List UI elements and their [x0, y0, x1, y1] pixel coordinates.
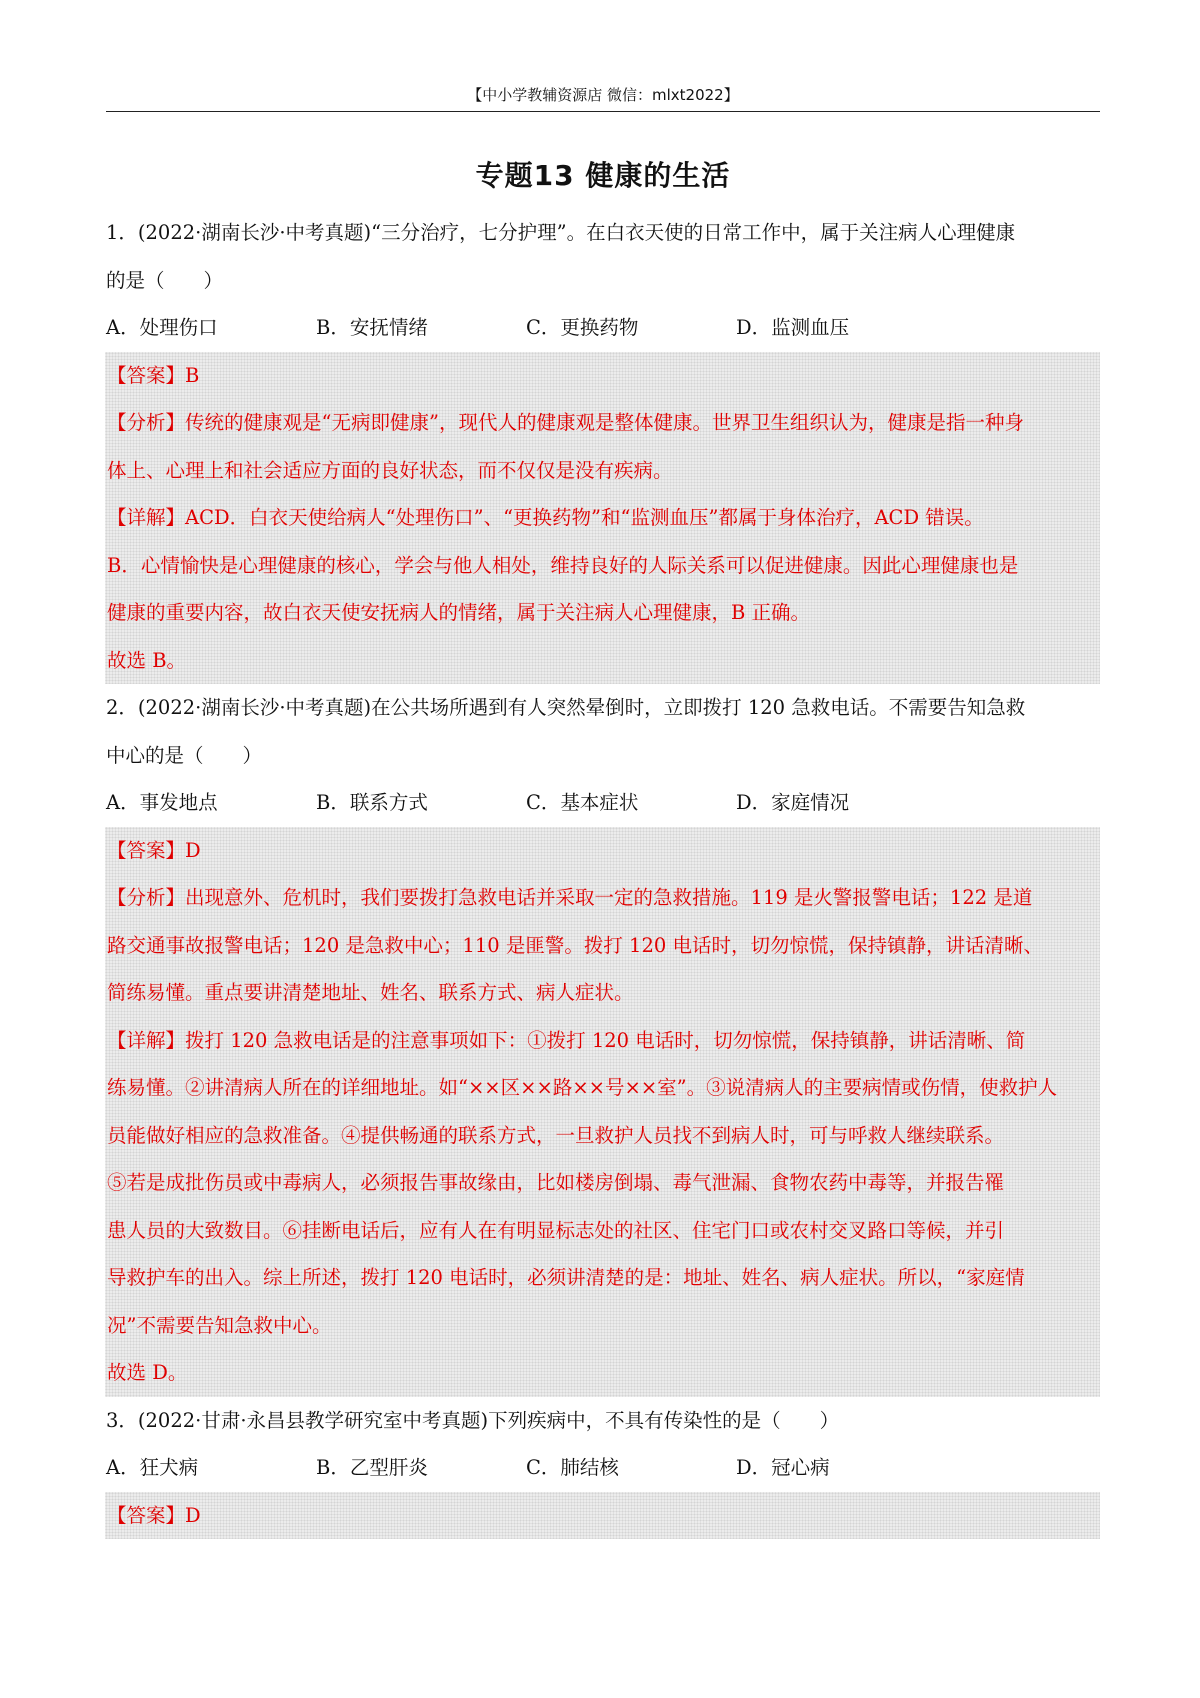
- explanation-line: 故选 B。: [107, 648, 187, 672]
- explanation-line: 故选 D。: [107, 1361, 188, 1384]
- explanation-line: 况”不需要告知急救中心。: [107, 1313, 332, 1337]
- option-item: B．安抚情绪: [316, 316, 428, 339]
- option-item: A．处理伤口: [106, 316, 218, 339]
- explanation-line: 体上、心理上和社会适应方面的良好状态，而不仅仅是没有疾病。: [107, 458, 673, 482]
- explanation-line: 路交通事故报警电话；120 是急救中心；110 是匪警。拨打 120 电话时，切勿惊慌，保持镇静，讲话清晰、: [107, 933, 1043, 957]
- option-item: C．更换药物: [526, 316, 639, 339]
- question-stem-line: 1．(2022·湖南长沙·中考真题)“三分治疗，七分护理”。在白衣天使的日常工作中，属于关注病人心理健康: [106, 221, 1016, 244]
- page-header: 【中小学教辅资源店 微信：mlxt2022】: [467, 86, 739, 104]
- question-block: [106, 684, 1100, 1397]
- option-item: A．事发地点: [106, 791, 218, 814]
- answer-options: [106, 779, 1100, 827]
- page-title: 专题13 健康的生活: [475, 159, 731, 192]
- answer-label: 【答案】B: [107, 363, 200, 387]
- explanation-line: 【详解】拨打 120 急救电话是的注意事项如下：①拨打 120 电话时，切勿惊慌，保持镇静，讲话清晰、简: [107, 1028, 1026, 1052]
- question-stem-line: 的是（ ）: [106, 268, 224, 292]
- option-item: C．基本症状: [526, 791, 639, 814]
- question-list: [106, 209, 1100, 1539]
- option-item: D．监测血压: [736, 316, 850, 339]
- explanation-line: 简练易懂。重点要讲清楚地址、姓名、联系方式、病人症状。: [107, 981, 634, 1004]
- answer-label: 【答案】D: [107, 1503, 201, 1527]
- explanation-line: 患人员的大致数目。⑥挂断电话后，应有人在有明显标志处的社区、住宅门口或农村交叉路口等候，并引: [107, 1218, 1005, 1242]
- answer-label: 【答案】D: [107, 838, 201, 862]
- option-item: C．肺结核: [526, 1456, 619, 1479]
- explanation-line: B．心情愉快是心理健康的核心，学会与他人相处，维持良好的人际关系可以促进健康。因此心理健康也是: [107, 553, 1019, 577]
- explanation-line: 【分析】传统的健康观是“无病即健康”，现代人的健康观是整体健康。世界卫生组织认为，健康是指一种身: [107, 411, 1024, 434]
- question-stem-line: 3．(2022·甘肃·永昌县教学研究室中考真题)下列疾病中，不具有传染性的是（ ）: [106, 1408, 840, 1432]
- answer-explanation-box: [105, 352, 1100, 685]
- answer-explanation-box: [105, 827, 1100, 1397]
- explanation-line: 员能做好相应的急救准备。④提供畅通的联系方式，一旦救护人员找不到病人时，可与呼救人继续联系。: [107, 1123, 1005, 1147]
- explanation-line: 【分析】出现意外、危机时，我们要拨打急救电话并采取一定的急救措施。119 是火警报警电话；122 是道: [107, 886, 1033, 909]
- question-stem-line: 2．(2022·湖南长沙·中考真题)在公共场所遇到有人突然晕倒时，立即拨打 120 急救电话。不需要告知急救: [106, 696, 1026, 719]
- explanation-line: 健康的重要内容，故白衣天使安抚病人的情绪，属于关注病人心理健康，B 正确。: [107, 601, 811, 624]
- option-item: B．联系方式: [316, 791, 428, 814]
- question-block: [106, 209, 1100, 684]
- explanation-line: 练易懂。②讲清病人所在的详细地址。如“××区××路××号××室”。③说清病人的主要病情或伤情，使救护人: [107, 1076, 1058, 1099]
- answer-options: [106, 1444, 1100, 1492]
- answer-options: [106, 304, 1100, 352]
- question-block: [106, 1397, 1100, 1540]
- option-item: A．狂犬病: [106, 1456, 199, 1479]
- option-item: D．冠心病: [736, 1456, 830, 1479]
- question-stem-line: 中心的是（ ）: [106, 743, 263, 767]
- explanation-line: 导救护车的出入。综上所述，拨打 120 电话时，必须讲清楚的是：地址、姓名、病人症状。所以，“家庭情: [107, 1266, 1025, 1289]
- explanation-line: 【详解】ACD．白衣天使给病人“处理伤口”、“更换药物”和“监测血压”都属于身体治疗，ACD 错误。: [107, 506, 984, 529]
- explanation-line: ⑤若是成批伤员或中毒病人，必须报告事故缘由，比如楼房倒塌、毒气泄漏、食物农药中毒等，并报告罹: [107, 1171, 1005, 1194]
- header-divider: [106, 111, 1100, 112]
- answer-explanation-box: [105, 1492, 1100, 1540]
- option-item: D．家庭情况: [736, 791, 850, 814]
- option-item: B．乙型肝炎: [316, 1456, 428, 1479]
